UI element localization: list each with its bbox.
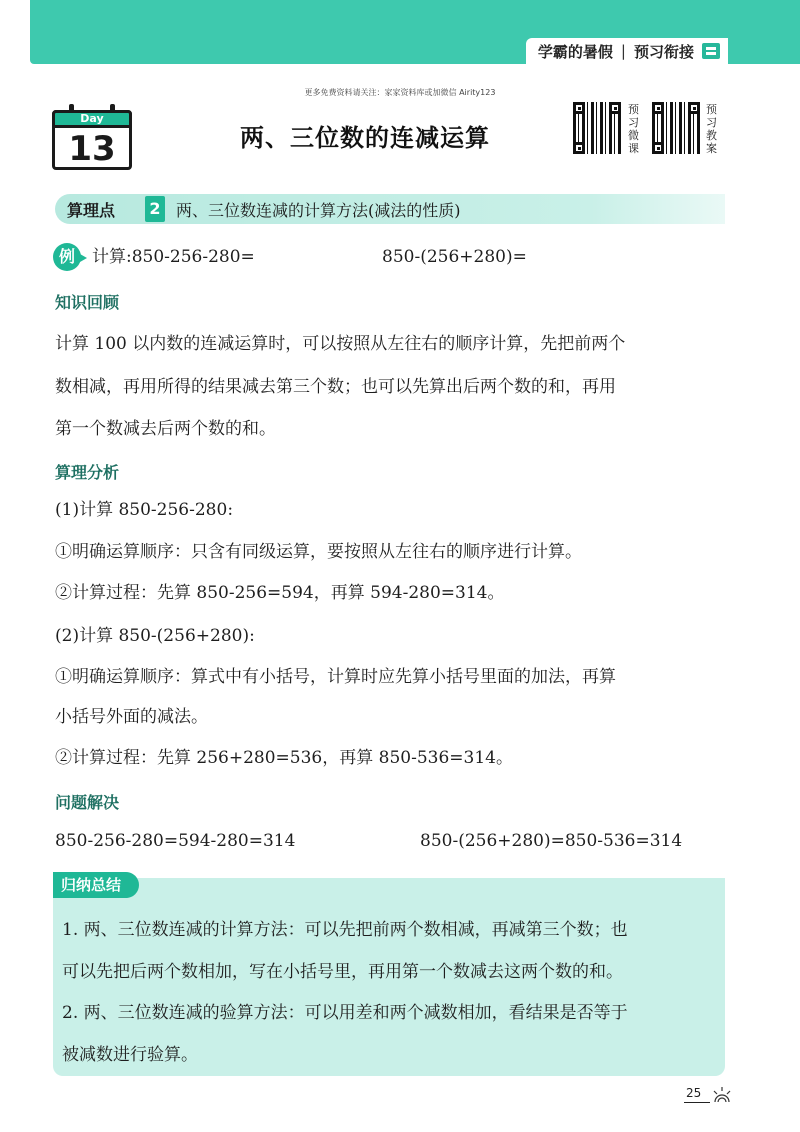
brand-separator: | [620,42,626,60]
brand-name: 学霸的暑假 [537,42,613,61]
day-label: Day [52,110,132,128]
analysis-line: ①明确运算顺序：算式中有小括号，计算时应先算小括号里面的加法，再算 [55,667,616,687]
analysis-line: (1)计算 850-256-280: [55,500,234,520]
page-number: 25 [686,1086,702,1100]
qr-label-micro-lesson: 预 习 微 课 [628,103,639,155]
qr-code-micro-lesson[interactable] [573,102,621,154]
section-label: 算理点 [67,201,116,220]
sun-icon [711,1086,733,1104]
section-number: 2 [145,196,165,222]
page-title: 两、三位数的连减运算 [240,124,490,152]
review-heading: 知识回顾 [55,293,120,312]
day-number: 13 [68,129,116,169]
summary-line: 2. 两、三位数连减的验算方法：可以用差和两个减数相加，看结果是否等于 [62,1003,628,1023]
analysis-line: ①明确运算顺序：只含有同级运算，要按照从左往右的顺序进行计算。 [55,542,582,562]
solve-heading: 问题解决 [55,793,120,812]
page-number-rule [684,1102,710,1103]
summary-line: 1. 两、三位数连减的计算方法：可以先把前两个数相减，再减第三个数；也 [62,920,628,940]
review-line: 第一个数减去后两个数的和。 [55,419,276,439]
qr-code-lesson-plan[interactable] [652,102,700,154]
analysis-line: 小括号外面的减法。 [55,707,208,727]
series-name: 预习衔接 [633,42,694,61]
example-prompt: 计算:850-256-280= [92,247,255,267]
qr-label-lesson-plan: 预 习 教 案 [706,103,717,155]
review-line: 计算 100 以内数的连减运算时，可以按照从左往右的顺序计算，先把前两个 [55,334,626,354]
solve-right: 850-(256+280)=850-536=314 [420,831,683,851]
review-line: 数相减，再用所得的结果减去第三个数；也可以先算出后两个数的和，再用 [55,377,616,397]
summary-tag: 归纳总结 [53,872,139,898]
analysis-heading: 算理分析 [55,463,120,482]
analysis-line: (2)计算 850-(256+280): [55,626,255,646]
analysis-line: ②计算过程：先算 256+280=536，再算 850-536=314。 [55,748,513,768]
solve-left: 850-256-280=594-280=314 [55,831,296,851]
book-icon [702,43,720,59]
brand-tag [526,38,728,64]
example-badge: 例 [53,243,81,271]
section-title: 两、三位数连减的计算方法(减法的性质) [176,201,461,220]
summary-line: 被减数进行验算。 [62,1045,198,1065]
promo-text: 更多免费资料请关注：家家资料库或加微信 Airity123 [304,88,496,97]
day-badge [52,110,132,170]
analysis-line: ②计算过程：先算 850-256=594，再算 594-280=314。 [55,583,505,603]
summary-line: 可以先把后两个数相加，写在小括号里，再用第一个数减去这两个数的和。 [62,962,623,982]
example-second: 850-(256+280)= [382,247,527,267]
